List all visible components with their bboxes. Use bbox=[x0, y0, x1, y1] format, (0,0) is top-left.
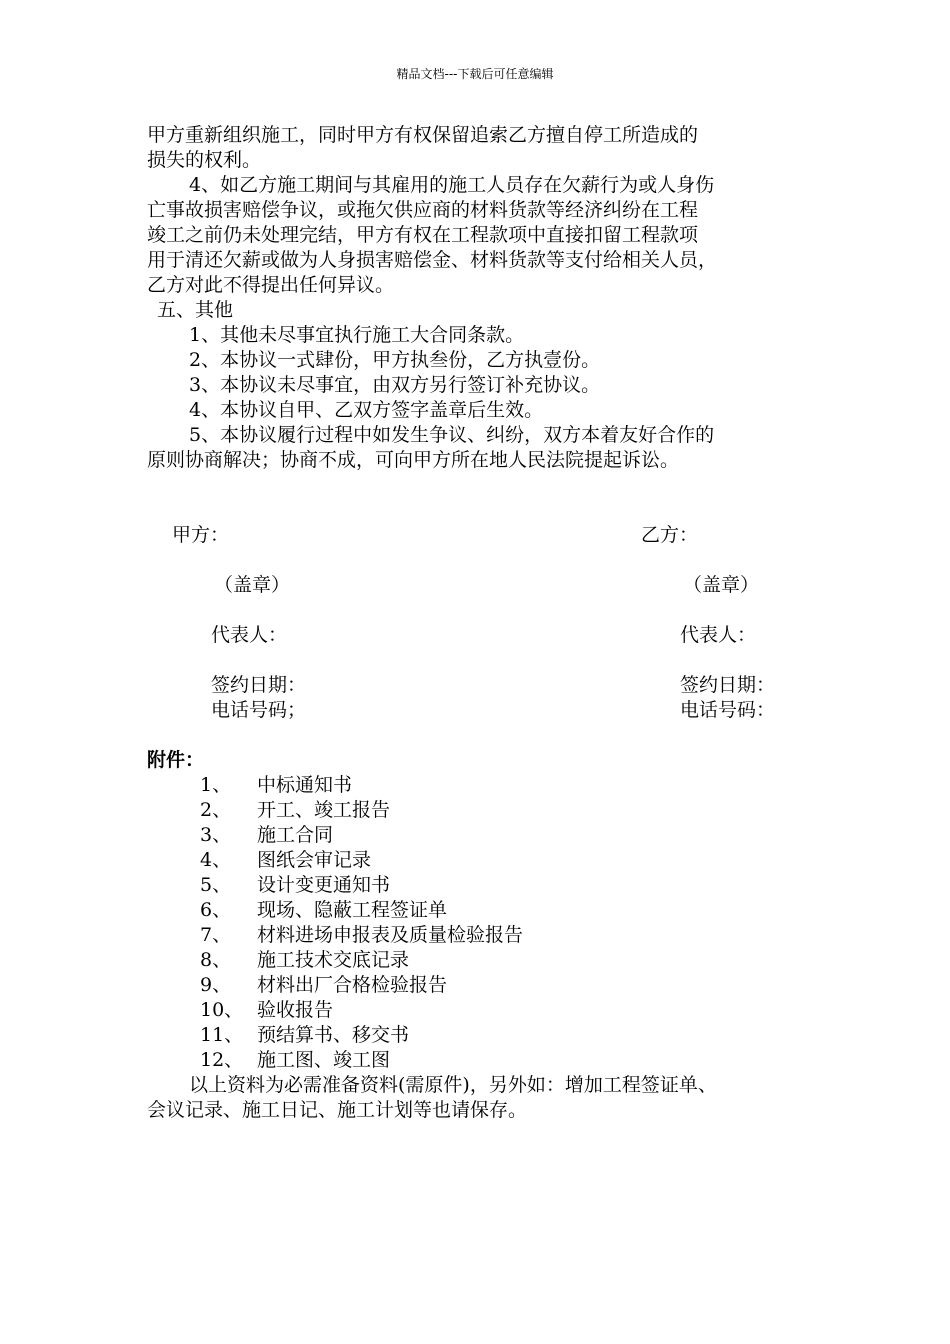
attachment-item bbox=[200, 998, 523, 1023]
body-line: 原则协商解决；协商不成，可向甲方所在地人民法院提起诉讼。 bbox=[147, 449, 680, 471]
attachment-item bbox=[200, 1023, 523, 1048]
attachment-number: 10、 bbox=[200, 999, 244, 1021]
attachment-item bbox=[200, 1048, 523, 1073]
page-header: 精品文档---下载后可任意编辑 bbox=[396, 67, 554, 81]
body-line: 3、本协议未尽事宜，由双方另行签订补充协议。 bbox=[189, 374, 601, 396]
attachment-text: 验收报告 bbox=[257, 999, 334, 1021]
attachments-note bbox=[147, 1073, 811, 1123]
party-b-representative: 代表人： bbox=[680, 624, 757, 646]
attachment-number: 12、 bbox=[200, 1049, 244, 1071]
attachment-number: 5、 bbox=[200, 874, 232, 896]
party-a-sign-date: 签约日期： bbox=[211, 674, 307, 696]
attachment-number: 4、 bbox=[200, 849, 232, 871]
party-b-phone: 电话号码： bbox=[680, 699, 776, 721]
body-line: 4、如乙方施工期间与其雇用的施工人员存在欠薪行为或人身伤 bbox=[189, 174, 715, 196]
attachment-text: 图纸会审记录 bbox=[257, 849, 372, 871]
body-line: 甲方重新组织施工，同时甲方有权保留追索乙方擅自停工所造成的 bbox=[147, 124, 699, 146]
body-line: 1、其他未尽事宜执行施工大合同条款。 bbox=[189, 324, 525, 346]
note-line: 会议记录、施工日记、施工计划等也请保存。 bbox=[147, 1099, 528, 1121]
attachment-item bbox=[200, 848, 523, 873]
note-line: 以上资料为必需准备资料(需原件)，另外如：增加工程签证单、 bbox=[189, 1074, 717, 1096]
section-heading: 五、其他 bbox=[157, 299, 234, 321]
attachment-item bbox=[200, 923, 523, 948]
body-line: 5、本协议履行过程中如发生争议、纠纷，双方本着友好合作的 bbox=[189, 424, 715, 446]
attachment-number: 7、 bbox=[200, 924, 232, 946]
party-a-label: 甲方： bbox=[172, 524, 230, 546]
party-a-phone: 电话号码； bbox=[211, 699, 307, 721]
body-line: 亡事故损害赔偿争议，或拖欠供应商的材料货款等经济纠纷在工程 bbox=[147, 199, 699, 221]
body-line: 乙方对此不得提出任何异议。 bbox=[147, 274, 395, 296]
attachment-text: 预结算书、移交书 bbox=[257, 1024, 410, 1046]
attachment-text: 开工、竣工报告 bbox=[257, 799, 391, 821]
attachments-list bbox=[200, 773, 523, 1073]
party-b-seal: （盖章） bbox=[683, 574, 760, 596]
attachment-text: 中标通知书 bbox=[257, 774, 353, 796]
attachment-text: 材料出厂合格检验报告 bbox=[257, 974, 448, 996]
attachment-text: 材料进场申报表及质量检验报告 bbox=[257, 924, 524, 946]
attachment-number: 9、 bbox=[200, 974, 232, 996]
attachment-item bbox=[200, 773, 523, 798]
body-line: 2、本协议一式肆份，甲方执叁份，乙方执壹份。 bbox=[189, 349, 601, 371]
attachments-title: 附件： bbox=[147, 749, 205, 771]
attachment-item bbox=[200, 948, 523, 973]
attachment-item bbox=[200, 973, 523, 998]
attachment-text: 设计变更通知书 bbox=[257, 874, 391, 896]
attachment-item bbox=[200, 898, 523, 923]
attachment-item bbox=[200, 873, 523, 898]
party-a-seal: （盖章） bbox=[214, 574, 291, 596]
attachment-text: 现场、隐蔽工程签证单 bbox=[257, 899, 448, 921]
party-b-sign-date: 签约日期： bbox=[680, 674, 776, 696]
attachment-number: 3、 bbox=[200, 824, 232, 846]
attachment-item bbox=[200, 798, 523, 823]
body-line: 损失的权利。 bbox=[147, 149, 262, 171]
attachment-number: 1、 bbox=[200, 774, 232, 796]
attachment-number: 6、 bbox=[200, 899, 232, 921]
attachment-item bbox=[200, 823, 523, 848]
body-line: 用于清还欠薪或做为人身损害赔偿金、材料货款等支付给相关人员， bbox=[147, 249, 718, 271]
body-line: 4、本协议自甲、乙双方签字盖章后生效。 bbox=[189, 399, 544, 421]
attachment-number: 2、 bbox=[200, 799, 232, 821]
contract-body bbox=[147, 123, 811, 473]
party-b-label: 乙方： bbox=[641, 524, 699, 546]
attachment-text: 施工合同 bbox=[257, 824, 334, 846]
attachment-text: 施工技术交底记录 bbox=[257, 949, 410, 971]
attachment-number: 8、 bbox=[200, 949, 232, 971]
party-a-representative: 代表人： bbox=[211, 624, 288, 646]
attachment-text: 施工图、竣工图 bbox=[257, 1049, 391, 1071]
body-line: 竣工之前仍未处理完结，甲方有权在工程款项中直接扣留工程款项 bbox=[147, 224, 699, 246]
attachment-number: 11、 bbox=[200, 1024, 244, 1046]
